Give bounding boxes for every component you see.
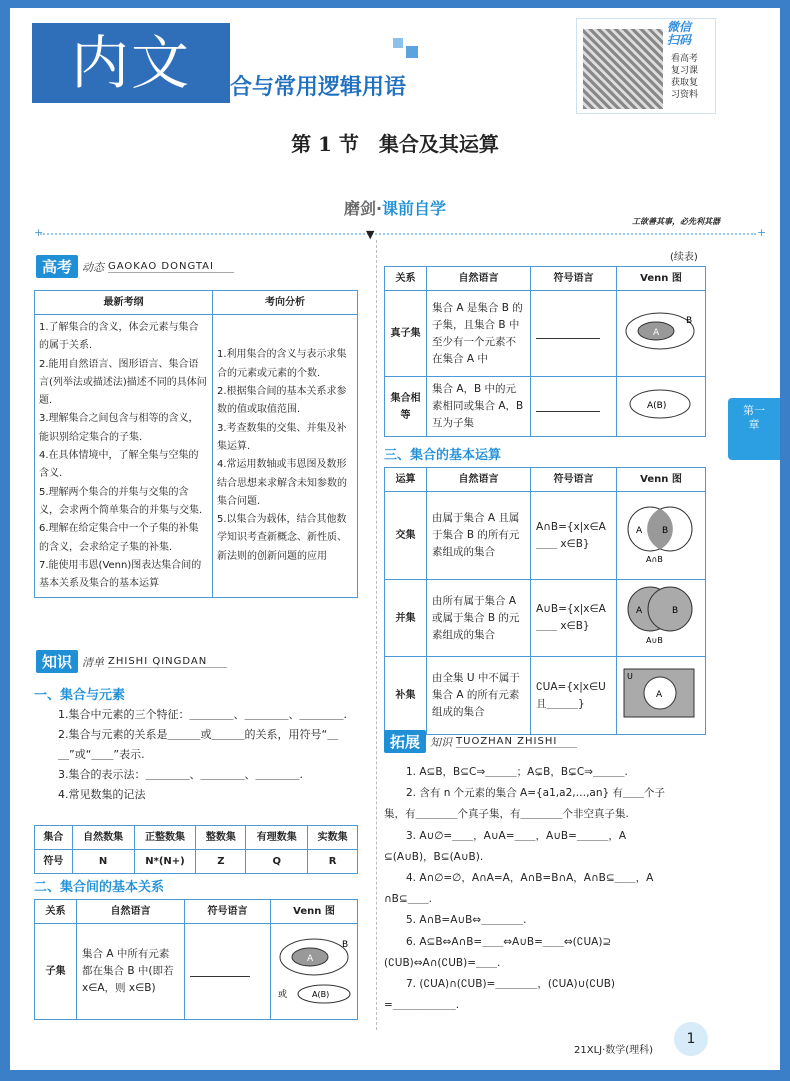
column-divider: [376, 240, 377, 1030]
content-tag: 内文: [32, 23, 230, 103]
venn-subset: [276, 929, 352, 1009]
number-sets-table: 集合 自然数集 正整数集 整数集 有理数集 实数集 符号 N N*(N+) Z Q R: [34, 825, 358, 874]
gaokao-header: 高考 动态 GAOKAO DONGTAI: [36, 255, 234, 278]
motto: 工欲善其事，必先利其器: [632, 217, 720, 226]
subsection-heading: 三、集合的基本运算: [384, 448, 502, 463]
svg-text:A(B): A(B): [647, 400, 667, 411]
page-number: 1: [674, 1022, 708, 1056]
tuozhan-items: 1. A⊆B，B⊆C⇒＿＿＿；A⊊B，B⊊C⇒＿＿＿. 2. 含有 n 个元素的集合 A={a1,a2,…,an} 有＿＿个子 集，有＿＿＿＿个真子集，有＿＿＿＿个非空真子集. 3. A∪∅=＿＿，A∪A=＿＿，A∪B=＿＿＿，A ⊆(A∪B)，B⊆(A∪B). 4. A∩∅=∅，A∩A=A，A∩B=B∩A，A∩B⊆＿＿，A ∩B⊆＿＿. 5. A∩B=A∪B⇔＿＿＿＿. 6. A⊆B⇔A∩B=＿＿⇔A∪B=＿＿⇔(∁UA)⊇ (∁UB)⇔A∩(∁UB)=＿＿. 7. (∁UA)∩(∁UB)=＿＿＿＿，(∁UA)∪(∁UB) =＿＿＿＿＿＿.: [384, 766, 666, 1012]
relation-table-1: 关系 自然语言 符号语言 Venn 图 子集 集合 A 中所有元素都在集合 B 中(即若 x∈A，则 x∈B) A B 或 A(B): [34, 899, 358, 1020]
svg-text:B: B: [686, 315, 693, 326]
venn-equal: [622, 386, 698, 422]
svg-text:B: B: [662, 525, 669, 536]
page: [10, 8, 780, 1070]
chapter-title: 合与常用逻辑用语: [230, 75, 407, 100]
relation-table-2: 关系 自然语言 符号语言 Venn 图 真子集 集合 A 是集合 B 的子集，且集合 B 中至少有一个元素不在集合 A 中 A B 集合相等 集合 A，B 中的元素相同或集合 A，B 互为子集 A(B): [384, 266, 706, 437]
venn-intersection: [622, 501, 698, 565]
chapter-side-tab[interactable]: 第一 章: [728, 398, 780, 460]
tuozhan-header: 拓展 知识 TUOZHAN ZHISHI: [384, 730, 577, 753]
svg-text:A: A: [636, 606, 643, 616]
subsection-heading: 二、集合间的基本关系: [34, 880, 165, 895]
divider: [40, 233, 756, 235]
svg-text:A: A: [636, 525, 643, 536]
svg-text:A: A: [307, 953, 314, 964]
svg-text:A: A: [653, 327, 660, 338]
zhishi-items: 1.集合中元素的三个特征：＿＿＿＿、＿＿＿＿、＿＿＿＿. 2.集合与元素的关系是＿＿＿或＿＿＿的关系，用符号“＿＿”或“＿＿”表示. 3.集合的表示法：＿＿＿＿、＿＿＿＿、＿＿＿＿. 4.常见数集的记法: [58, 708, 347, 801]
zhishi-header: 知识 清单 ZHISHI QINGDAN: [36, 650, 227, 673]
band-title: 磨剑·课前自学: [343, 199, 447, 218]
down-arrow-icon: ▼: [366, 228, 375, 241]
qr-panel: [576, 18, 716, 114]
venn-proper-subset: [622, 309, 698, 353]
venn-union: [622, 583, 698, 647]
svg-text:U: U: [627, 671, 633, 681]
gaokao-table: 最新考纲 考向分析 1.了解集合的含义，体会元素与集合的属于关系. 2.能用自然语言、图形语言、集合语言(列举法或描述法)描述不同的具体问题. 3.理解集合之间包含与相等的含义，能识别给定集合的子集. 4.在具体情境中，了解全集与空集的含义. 5.理解两个集合的并集与交集的含义，会求两个简单集合的并集与交集. 6.理解在给定集合中一个子集的补集的含义，会求给定子集的补集. 7.能使用韦恩(Venn)图表达集合间的基本关系及集合的基本运算 1.利用集合的含义与表示求集合的元素或元素的个数. 2.根据集合间的基本关系求参数的值或取值范围. 3.考查数集的交集、并集及补集运算. 4.常运用数轴或韦恩图及数形结合思想来求解含未知参数的集合问题. 5.以集合为载体，结合其他数学知识考查新概念、新性质、新法则的创新问题的应用: [34, 290, 358, 598]
operations-table: 运算 自然语言 符号语言 Venn 图 交集 由属于集合 A 且属于集合 B 的所有元素组成的集合 A∩B={x|x∈A ＿＿ x∈B} A B A∩B 并集 由所有属于集合 A 或属于集合 B 的元素组成的集合 A∪B={x|x∈A ＿＿ x∈B} A B A∪B 补集 由全集 U 中不属于集合 A 的所有元素组成的集合 ∁UA={x|x∈U 且＿＿＿} A U: [384, 467, 706, 735]
subsection-heading: 一、集合与元素: [34, 688, 126, 703]
qr-text: 看高考 复习课 获取复 习资料: [671, 54, 699, 100]
svg-text:A(B): A(B): [312, 989, 330, 999]
svg-text:B: B: [672, 606, 679, 616]
wechat-scan-label: 微信 扫码: [667, 20, 692, 47]
section-title: 第 1 节 集合及其运算: [291, 132, 499, 156]
svg-text:A∩B: A∩B: [646, 554, 663, 564]
svg-text:B: B: [342, 939, 349, 950]
plus-icon: +: [34, 226, 44, 239]
deco-square: [406, 46, 418, 58]
footer: 21XLJ·数学(理科): [574, 1045, 654, 1056]
continued-label: (续表): [670, 252, 698, 263]
qr-code-icon: [583, 29, 663, 109]
venn-complement: [622, 665, 698, 721]
svg-text:A: A: [656, 689, 663, 700]
svg-text:或: 或: [278, 989, 288, 1000]
deco-square: [393, 38, 403, 48]
plus-icon: +: [757, 226, 767, 239]
svg-text:A∪B: A∪B: [646, 636, 663, 645]
